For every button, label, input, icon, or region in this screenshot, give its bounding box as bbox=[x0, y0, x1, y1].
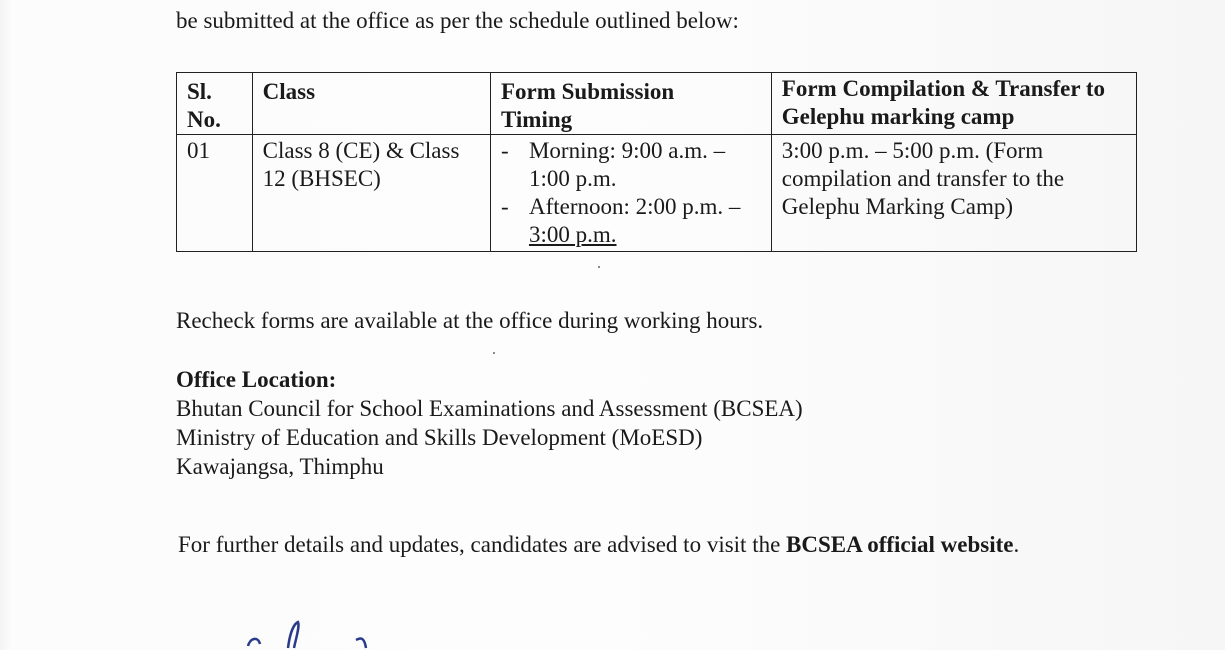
header-transfer-line1: Form Compilation & Transfer to bbox=[781, 76, 1106, 101]
signature-mark bbox=[230, 610, 410, 650]
cell-timing bbox=[490, 135, 771, 252]
timing-afternoon-part2: 3:00 p.m. bbox=[528, 222, 617, 247]
cell-class: Class 8 (CE) & Class 12 (BHSEC) bbox=[252, 135, 490, 252]
header-timing-line1: Form Submission bbox=[500, 79, 675, 104]
header-timing bbox=[490, 73, 771, 135]
further-prefix: For further details and updates, candidates are advised to visit the bbox=[178, 532, 787, 557]
header-class-label: Class bbox=[262, 79, 316, 104]
office-line-ministry: Ministry of Education and Skills Development (MoESD) bbox=[176, 425, 703, 450]
header-sl-line2: No. bbox=[187, 107, 221, 132]
scan-speck bbox=[598, 266, 600, 268]
table-header-row bbox=[177, 73, 1137, 135]
timing-afternoon-part1: Afternoon: 2:00 p.m. – bbox=[528, 194, 741, 219]
cell-sl-no: 01 bbox=[177, 135, 253, 252]
timing-morning: - Morning: 9:00 a.m. – 1:00 p.m. bbox=[501, 137, 761, 193]
office-location-block bbox=[176, 365, 803, 481]
scan-speck bbox=[493, 352, 495, 354]
office-line-address: Kawajangsa, Thimphu bbox=[176, 454, 384, 479]
header-timing-line2: Timing bbox=[500, 107, 573, 132]
table-row bbox=[177, 135, 1137, 252]
header-sl-no bbox=[177, 73, 253, 135]
schedule-table bbox=[176, 72, 1137, 252]
cell-transfer: 3:00 p.m. – 5:00 p.m. (Form compilation and transfer to the Gelephu Marking Camp) bbox=[771, 135, 1136, 252]
header-sl-line1: Sl. bbox=[187, 79, 212, 104]
header-transfer bbox=[771, 73, 1136, 135]
further-details-paragraph bbox=[178, 530, 1019, 560]
office-location-heading: Office Location: bbox=[176, 367, 337, 392]
header-class bbox=[252, 73, 490, 135]
recheck-paragraph: Recheck forms are available at the office during working hours. bbox=[176, 308, 764, 333]
further-bold-website: BCSEA official website bbox=[786, 532, 1014, 557]
timing-afternoon bbox=[501, 193, 761, 249]
intro-paragraph: be submitted at the office as per the schedule outlined below: bbox=[176, 8, 739, 33]
header-transfer-line2: Gelephu marking camp bbox=[781, 104, 1015, 129]
timing-list bbox=[501, 137, 761, 249]
further-suffix: . bbox=[1013, 532, 1020, 557]
office-line-council: Bhutan Council for School Examinations and Assessment (BCSEA) bbox=[176, 396, 803, 421]
